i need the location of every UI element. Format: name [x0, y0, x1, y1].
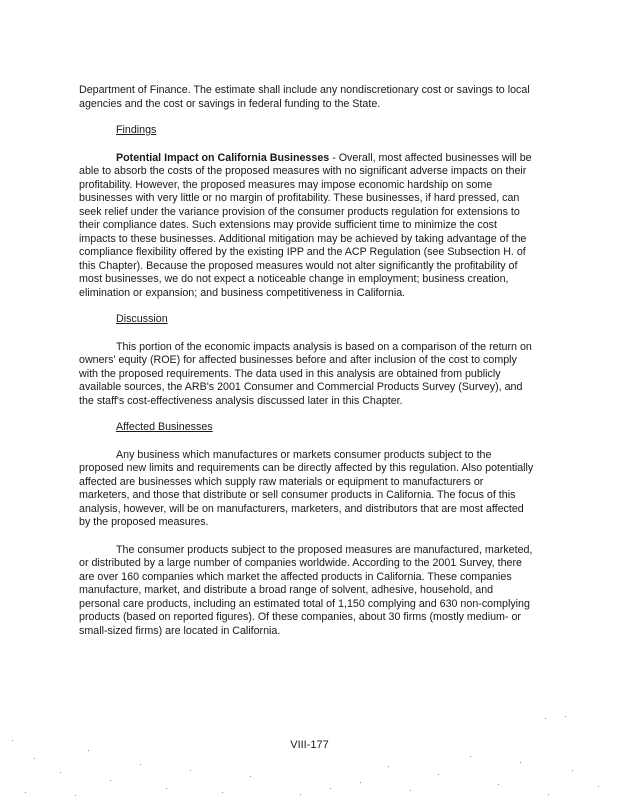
- potential-impact-paragraph: [79, 152, 534, 301]
- affected-paragraph-1: Any business which manufactures or markets consumer products subject to the proposed new limits and requirements can be directly affected by this regulation. Also potentially affected are businesses which supply raw materials or equipment to manufacturers or marketers, and those that distribute or sell consumer products in California. The focus of this analysis, however, will be on manufacturers, marketers, and distributors that are most affected by the proposed measures.: [79, 448, 534, 528]
- intro-paragraph: Department of Finance. The estimate shall include any nondiscretionary cost or savings to local agencies and the cost or savings in federal funding to the State.: [79, 84, 530, 110]
- potential-impact-lead: Potential Impact on California Businesses: [116, 151, 330, 164]
- discussion-heading: Discussion: [116, 313, 168, 325]
- affected-businesses-heading: Affected Businesses: [116, 421, 213, 433]
- scan-noise: [0, 700, 619, 800]
- document-body: [79, 84, 534, 638]
- findings-heading: Findings: [116, 124, 157, 136]
- page-number: VIII-177: [290, 739, 329, 751]
- affected-paragraph-2: The consumer products subject to the proposed measures are manufactured, marketed, or distributed by a large number of companies worldwide. According to the 2001 Survey, there are over 160 companies which market the affected products in California. These companies manufacture, market, and distribute a broad range of solvent, adhesive, household, and personal care products, including an estimated total of 1,150 complying and 630 non-complying products (based on reported figures). Of these companies, about 30 firms (mostly medium- or small-sized firms) are located in California.: [79, 543, 533, 637]
- potential-impact-text: - Overall, most affected businesses will be able to absorb the costs of the proposed measures with no significant adverse impacts on their profitability. However, the proposed measures may impose economic hardship on some businesses with very little or no margin of profitability. These businesses, if hard pressed, can seek relief under the variance provision of the consumer products regulation for extensions to their compliance dates. Such extensions may provide sufficient time to minimize the cost impacts to these businesses. Additional mitigation may be achieved by taking advantage of the compliance flexibility offered by the existing IPP and the ACP Regulation (see Subsection H. of this Chapter). Because the proposed measures would not alter significantly the profitability of most businesses, we do not expect a noticeable change in employment; business creation, elimination or expansion; and business competitiveness in California.: [79, 151, 532, 299]
- discussion-paragraph: This portion of the economic impacts analysis is based on a comparison of the return on owners' equity (ROE) for affected businesses before and after inclusion of the cost to comply with the proposed requirements. The data used in this analysis are obtained from publicly available sources, the ARB's 2001 Consumer and Commercial Products Survey (Survey), and the staff's cost-effectiveness analysis discussed later in this Chapter.: [79, 340, 532, 407]
